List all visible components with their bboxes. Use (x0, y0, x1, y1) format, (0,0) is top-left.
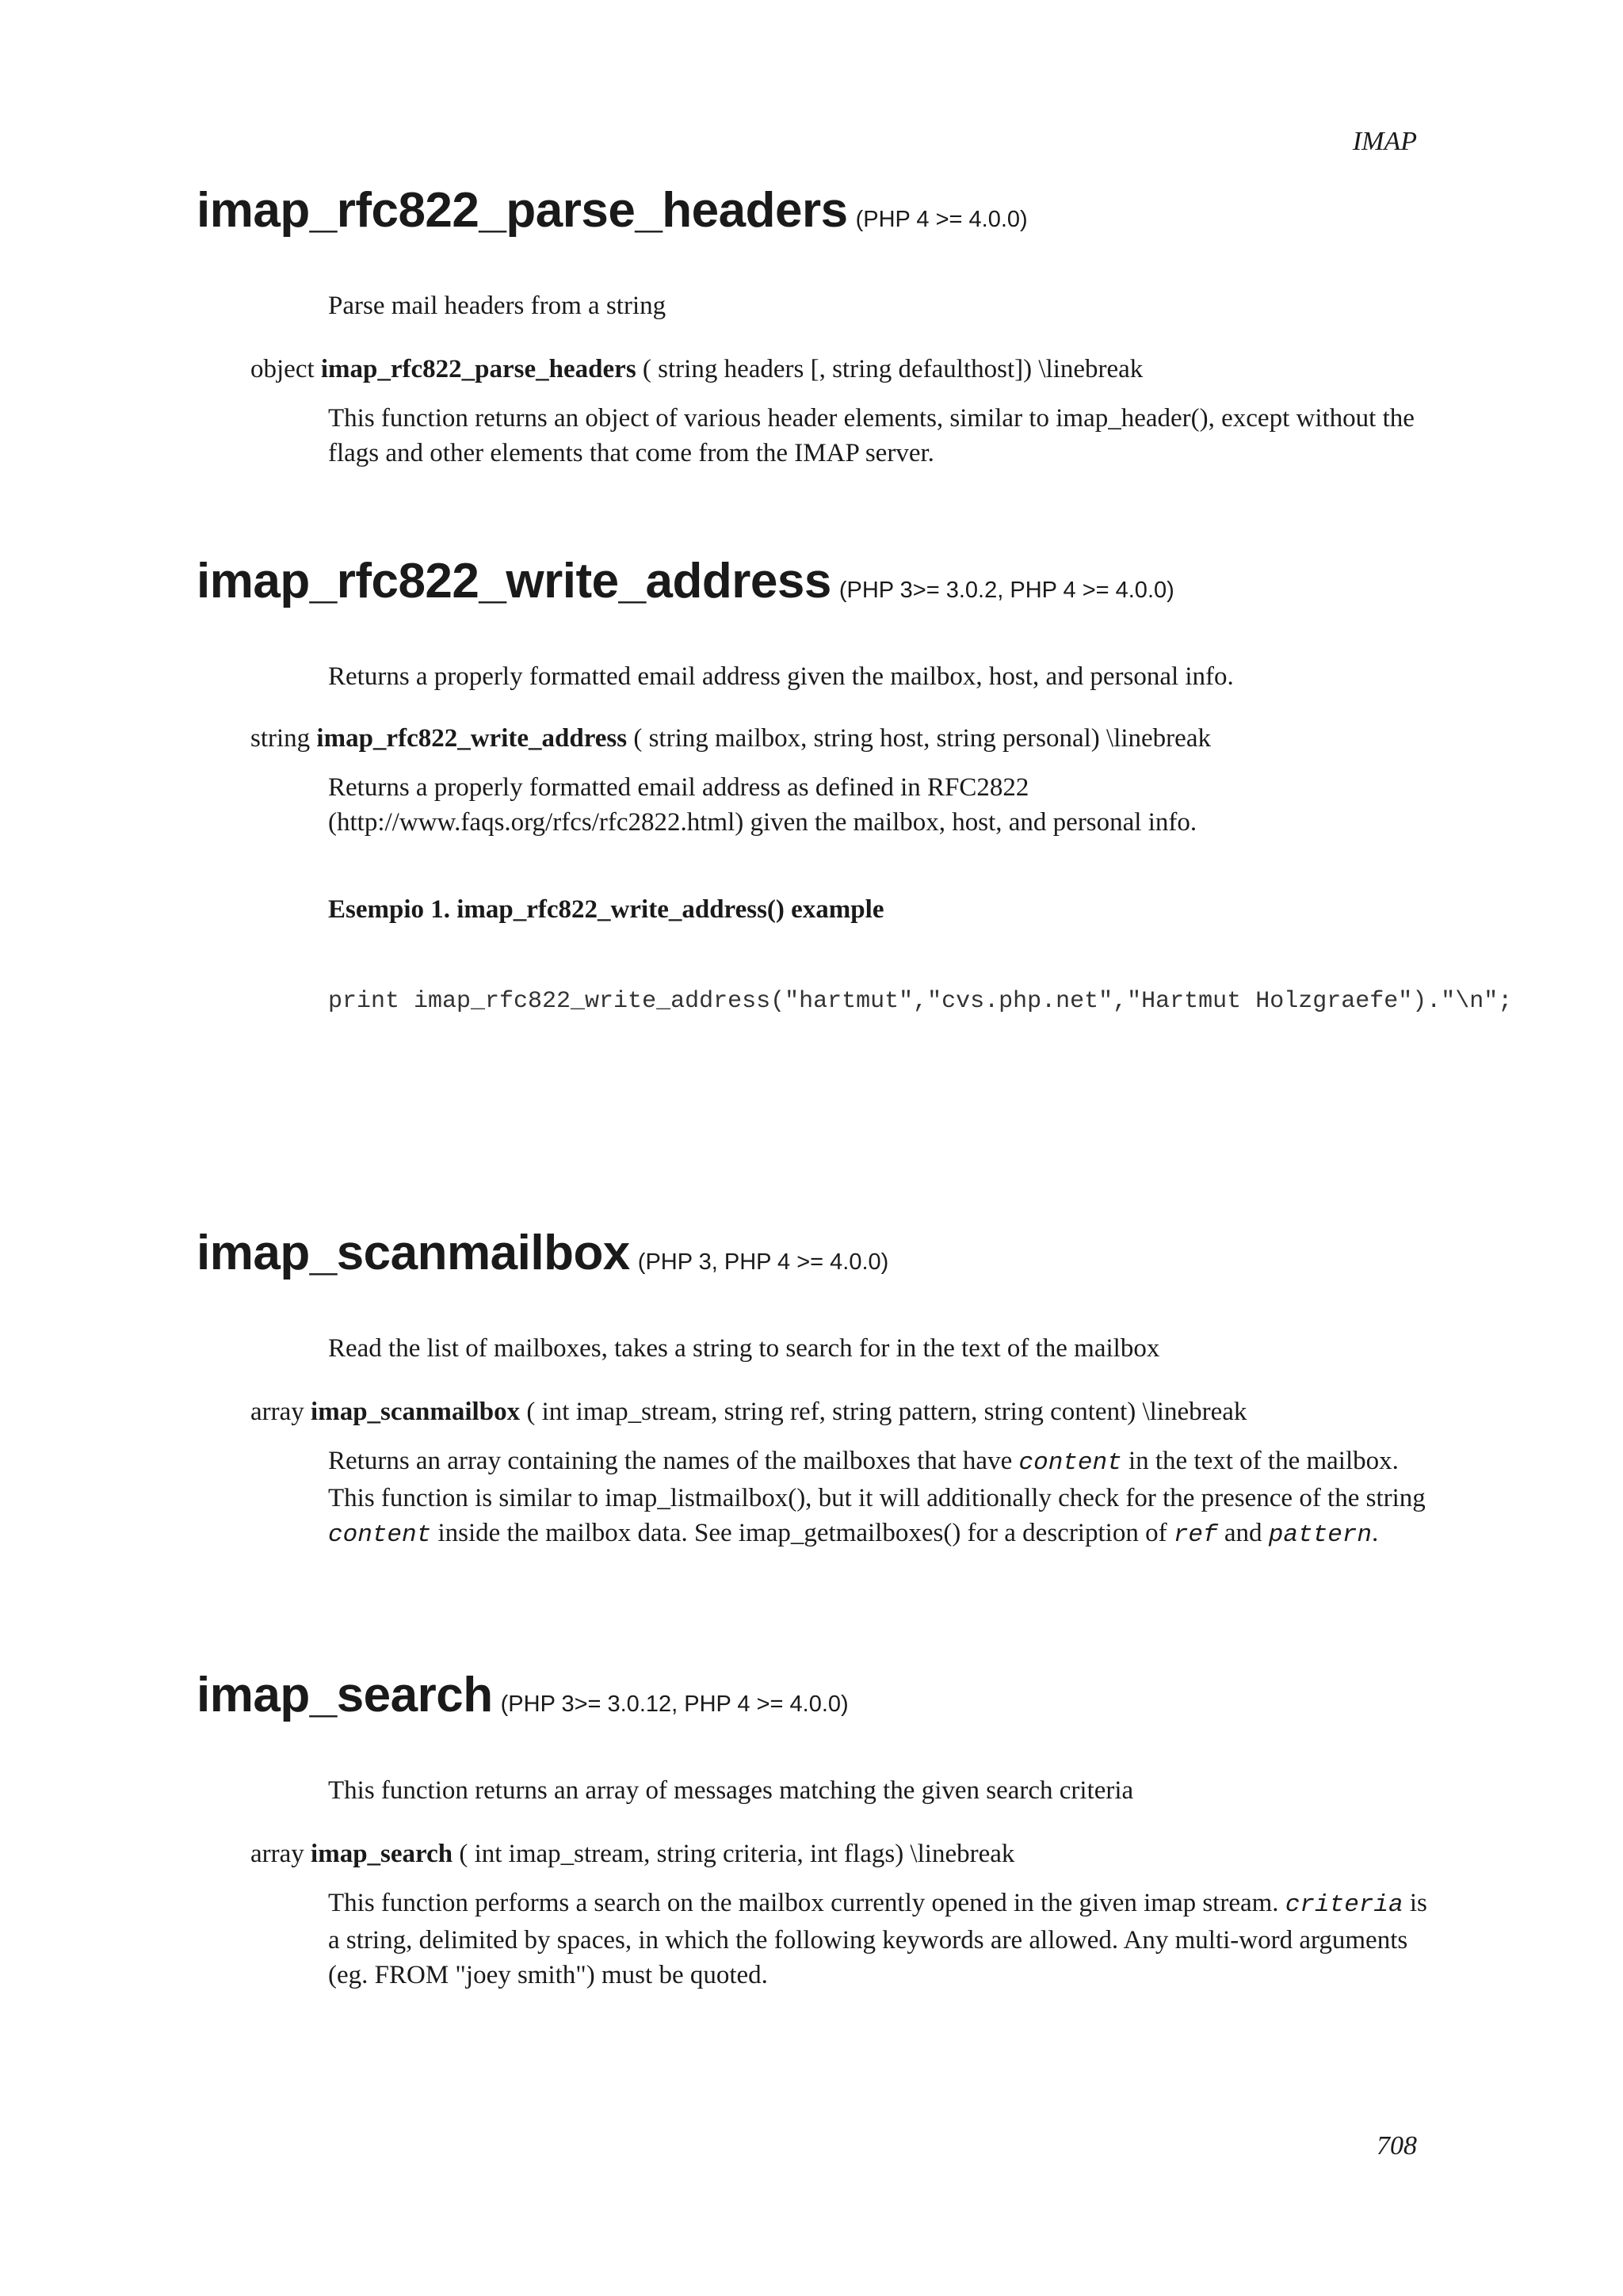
description-text: and (1217, 1519, 1269, 1547)
return-type: object (250, 355, 315, 383)
purpose: This function returns an array of messages matching the given search criteria (328, 1776, 1134, 1805)
running-header: IMAP (1352, 127, 1417, 156)
return-type: string (250, 724, 311, 753)
description-text: This function performs a search on the mailbox currently opened in the given imap stream. (328, 1889, 1285, 1917)
param-ref: ref (1173, 1521, 1218, 1549)
description-text: inside the mailbox data. See imap_getmailboxes() for a description of (431, 1519, 1174, 1547)
version-info: (PHP 3>= 3.0.12, PHP 4 >= 4.0.0) (500, 1691, 849, 1717)
description-text: is a string, delimited by spaces, in which the following keywords are allowed. Any multi-word arguments (eg. FROM "joey smith") must be quoted. (328, 1889, 1427, 1989)
param-criteria: criteria (1285, 1891, 1403, 1919)
description (328, 770, 1438, 840)
version-info: (PHP 4 >= 4.0.0) (855, 207, 1028, 232)
description: This function returns an object of various header elements, similar to imap_header(), except without the flags and other elements that come from the IMAP server. (328, 404, 1415, 467)
description (328, 1444, 1438, 1553)
description-text: in the text of the mailbox. This function is similar to imap_listmailbox(), but it will additionally check for the presence of the string (328, 1447, 1426, 1512)
synopsis-params: ( int imap_stream, string criteria, int flags) \linebreak (459, 1840, 1015, 1868)
entry-title (197, 1225, 888, 1281)
synopsis-params: ( string headers [, string defaulthost]) \linebreak (642, 355, 1144, 383)
synopsis-name: imap_rfc822_write_address (316, 724, 628, 753)
synopsis-name: imap_scanmailbox (311, 1398, 521, 1426)
return-type: array (250, 1840, 304, 1868)
synopsis-params: ( int imap_stream, string ref, string pattern, string content) \linebreak (526, 1398, 1247, 1426)
version-info: (PHP 3>= 3.0.2, PHP 4 >= 4.0.0) (838, 578, 1174, 603)
page-number: 708 (1377, 2131, 1417, 2161)
param-content: content (1018, 1449, 1122, 1477)
entry-title (197, 182, 1028, 238)
synopsis-params: ( string mailbox, string host, string personal) \linebreak (633, 724, 1211, 753)
entry-title (197, 553, 1174, 609)
entry-title (197, 1667, 849, 1723)
purpose: Read the list of mailboxes, takes a string to search for in the text of the mailbox (328, 1334, 1160, 1363)
function-name: imap_rfc822_write_address (197, 554, 831, 608)
description-text: . (1372, 1519, 1379, 1547)
function-name: imap_scanmailbox (197, 1226, 630, 1280)
synopsis-name: imap_search (311, 1840, 453, 1868)
synopsis (250, 1836, 1014, 1871)
param-pattern: pattern (1268, 1521, 1373, 1549)
version-info: (PHP 3, PHP 4 >= 4.0.0) (637, 1249, 889, 1275)
return-type: array (250, 1398, 304, 1426)
synopsis (250, 1394, 1247, 1429)
example-title: Esempio 1. imap_rfc822_write_address() example (328, 895, 884, 924)
purpose: Parse mail headers from a string (328, 292, 666, 320)
description-line: Returns a properly formatted email address as defined in RFC2822 (328, 773, 1029, 802)
description-text: Returns an array containing the names of the mailboxes that have (328, 1447, 1019, 1475)
function-name: imap_rfc822_parse_headers (197, 183, 848, 238)
synopsis (250, 352, 1143, 387)
description (328, 1886, 1438, 1993)
param-content: content (328, 1521, 432, 1549)
function-name: imap_search (197, 1668, 493, 1722)
example-code: print imap_rfc822_write_address("hartmut","cvs.php.net","Hartmut Holzgraefe")."\n"; (328, 988, 1513, 1015)
synopsis-name: imap_rfc822_parse_headers (320, 355, 636, 383)
synopsis (250, 721, 1211, 756)
description-line: (http://www.faqs.org/rfcs/rfc2822.html) given the mailbox, host, and personal info. (328, 808, 1197, 837)
purpose: Returns a properly formatted email address given the mailbox, host, and personal info. (328, 662, 1234, 691)
